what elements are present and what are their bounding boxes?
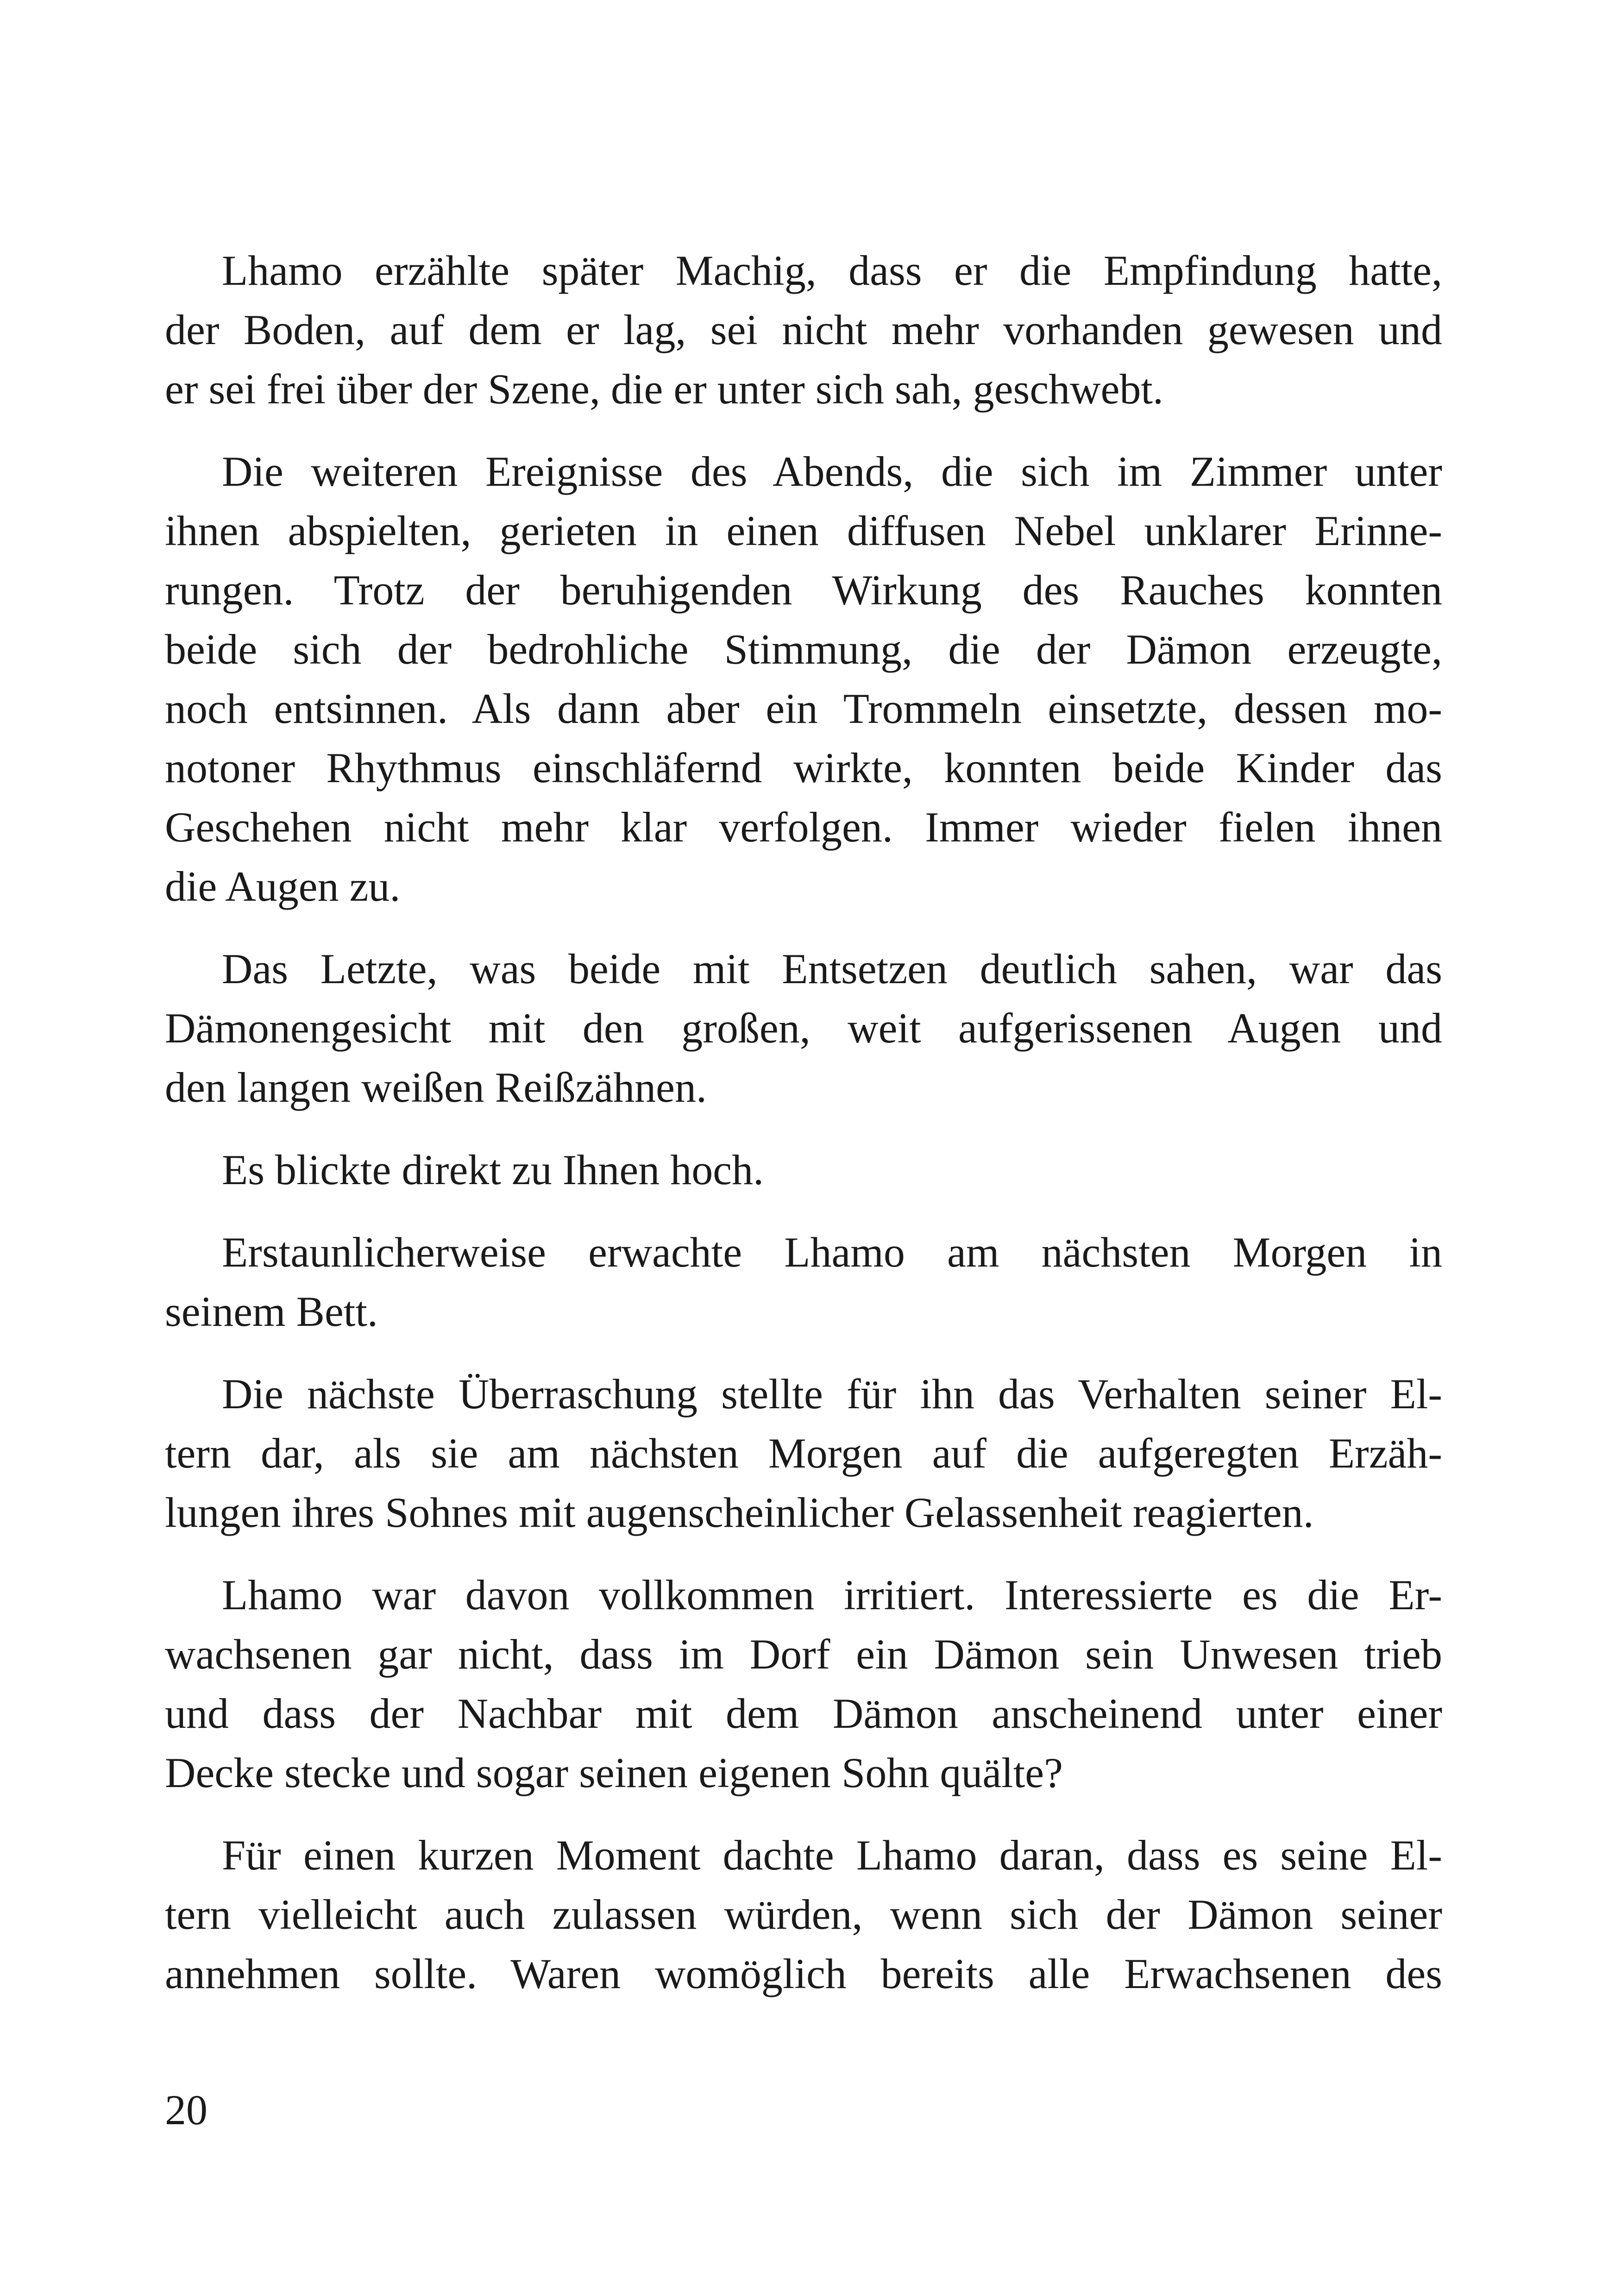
paragraph xyxy=(165,1565,1442,1802)
text-line: Dämonengesicht mit den großen, weit aufgerissenen Augen und xyxy=(165,1004,1442,1052)
text-line: Erstaunlicherweise erwachte Lhamo am nächsten Morgen in xyxy=(222,1229,1442,1276)
paragraph xyxy=(165,1826,1442,2003)
text-line: seinem Bett. xyxy=(165,1288,378,1335)
text-line: wachsenen gar nicht, dass im Dorf ein Dämon sein Unwesen trieb xyxy=(165,1631,1442,1678)
paragraph xyxy=(165,1140,1442,1199)
paragraph xyxy=(165,1223,1442,1341)
text-line: er sei frei über der Szene, die er unter sich sah, geschwebt. xyxy=(165,365,1163,413)
text-line: Lhamo war davon vollkommen irritiert. Interessierte es die Er- xyxy=(222,1571,1442,1618)
book-page-text xyxy=(165,241,1442,2026)
text-line: und dass der Nachbar mit dem Dämon anscheinend unter einer xyxy=(165,1690,1442,1737)
page-number: 20 xyxy=(165,2086,207,2133)
text-line: die Augen zu. xyxy=(165,863,401,910)
paragraph xyxy=(165,241,1442,419)
text-line: notoner Rhythmus einschläfernd wirkte, konnten beide Kinder das xyxy=(165,744,1442,791)
text-line: Lhamo erzählte später Machig, dass er die Empfindung hatte, xyxy=(222,247,1442,294)
text-line: annehmen sollte. Waren womöglich bereits alle Erwachsenen des xyxy=(165,1950,1442,1997)
text-line: Die nächste Überraschung stellte für ihn das Verhalten seiner El- xyxy=(222,1370,1442,1418)
text-line: tern vielleicht auch zulassen würden, wenn sich der Dämon seiner xyxy=(165,1891,1442,1938)
paragraph xyxy=(165,1364,1442,1542)
paragraph xyxy=(165,939,1442,1117)
text-line: rungen. Trotz der beruhigenden Wirkung des Rauches konnten xyxy=(165,566,1442,614)
text-line: der Boden, auf dem er lag, sei nicht mehr vorhanden gewesen und xyxy=(165,306,1442,353)
text-line: Die weiteren Ereignisse des Abends, die sich im Zimmer unter xyxy=(222,448,1442,495)
text-line: lungen ihres Sohnes mit augenscheinlicher Gelassenheit reagierten. xyxy=(165,1489,1314,1536)
text-line: Das Letzte, was beide mit Entsetzen deutlich sahen, war das xyxy=(222,945,1442,992)
text-line: beide sich der bedrohliche Stimmung, die der Dämon erzeugte, xyxy=(165,626,1442,673)
text-line: Geschehen nicht mehr klar verfolgen. Immer wieder fielen ihnen xyxy=(165,803,1442,851)
text-line: noch entsinnen. Als dann aber ein Trommeln einsetzte, dessen mo- xyxy=(165,685,1442,732)
text-line: Decke stecke und sogar seinen eigenen Sohn quälte? xyxy=(165,1749,1063,1796)
text-line: Für einen kurzen Moment dachte Lhamo daran, dass es seine El- xyxy=(222,1832,1442,1879)
text-line: tern dar, als sie am nächsten Morgen auf die aufgeregten Erzäh- xyxy=(165,1430,1442,1477)
text-line: den langen weißen Reißzähnen. xyxy=(165,1064,707,1111)
text-line: ihnen abspielten, gerieten in einen diffusen Nebel unklarer Erinne- xyxy=(165,507,1442,554)
text-line: Es blickte direkt zu Ihnen hoch. xyxy=(222,1146,764,1193)
paragraph xyxy=(165,442,1442,916)
